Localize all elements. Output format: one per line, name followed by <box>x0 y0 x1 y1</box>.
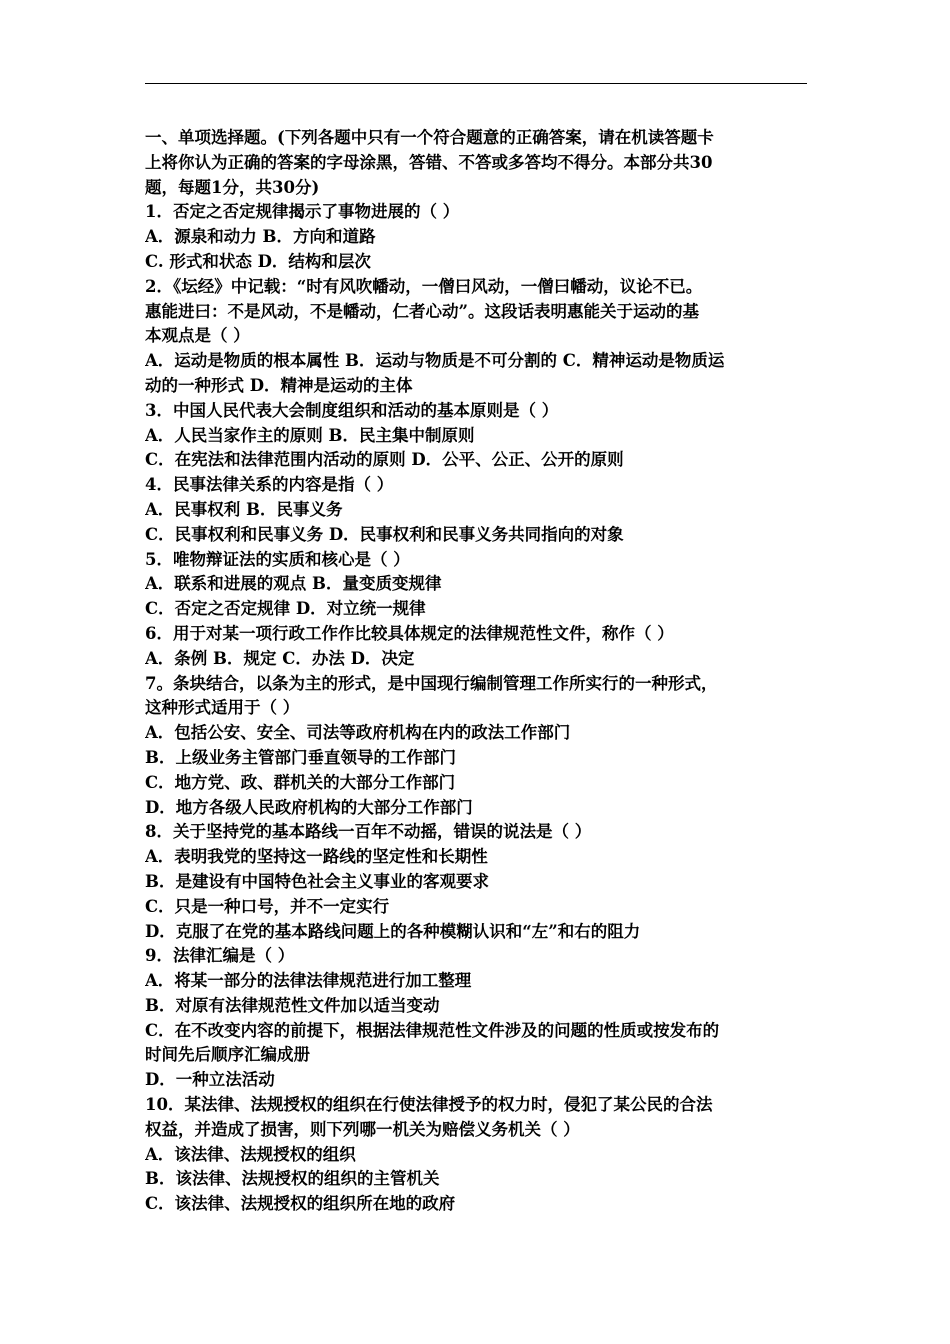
text-line: 权益，并造成了损害，则下列哪一机关为赔偿义务机关（ ） <box>145 1119 580 1139</box>
text-line: A．包括公安、安全、司法等政府机构在内的政法工作部门 <box>145 723 571 743</box>
text-line: 惠能进曰：不是风动，不是幡动，仁者心动”。这段话表明惠能关于运动的基 <box>145 301 699 321</box>
text-line: 动的一种形式 D．精神是运动的主体 <box>145 375 413 395</box>
text-line: 7。条块结合，以条为主的形式，是中国现行编制管理工作所实行的一种形式， <box>145 673 718 693</box>
text-line: C．只是一种口号，并不一定实行 <box>145 896 390 916</box>
text-line: C．否定之否定规律 D．对立统一规律 <box>145 599 426 619</box>
text-line: B．上级业务主管部门垂直领导的工作部门 <box>145 747 456 767</box>
text-line: A．将某一部分的法律法律规范进行加工整理 <box>145 971 472 991</box>
text-line: B．是建设有中国特色社会主义事业的客观要求 <box>145 871 489 891</box>
text-line: A．运动是物质的根本属性 B．运动与物质是不可分割的 C．精神运动是物质运 <box>145 351 725 371</box>
text-line: 本观点是（ ） <box>145 326 250 346</box>
text-line: C．在不改变内容的前提下，根据法律规范性文件涉及的问题的性质或按发布的 <box>145 1020 720 1040</box>
text-line: A．表明我党的坚持这一路线的坚定性和长期性 <box>145 847 488 867</box>
text-line: D．地方各级人民政府机构的大部分工作部门 <box>145 797 473 817</box>
text-line: 题，每题1分，共30分) <box>145 177 320 197</box>
text-line: C. 形式和状态 D．结构和层次 <box>145 251 371 271</box>
text-line: 6．用于对某一项行政工作作比较具体规定的法律规范性文件，称作（ ） <box>145 623 674 643</box>
text-line: 2．《坛经》中记载：“时有风吹幡动，一僧曰风动，一僧曰幡动，议论不已。 <box>145 276 703 296</box>
text-line: B．对原有法律规范性文件加以适当变动 <box>145 995 440 1015</box>
text-line: A．条例 B．规定 C．办法 D．决定 <box>145 648 415 668</box>
text-line: 时间先后顺序汇编成册 <box>145 1045 310 1065</box>
text-line: 3．中国人民代表大会制度组织和活动的基本原则是（ ） <box>145 400 559 420</box>
text-line: A．人民当家作主的原则 B．民主集中制原则 <box>145 425 475 445</box>
text-line: 1．否定之否定规律揭示了事物进展的（ ） <box>145 202 460 222</box>
text-line: C．民事权利和民事义务 D．民事权利和民事义务共同指向的对象 <box>145 524 624 544</box>
text-line: 上将你认为正确的答案的字母涂黑，答错、不答或多答均不得分。本部分共30 <box>145 152 713 172</box>
text-line: C．该法律、法规授权的组织所在地的政府 <box>145 1194 456 1214</box>
text-line: B．该法律、法规授权的组织的主管机关 <box>145 1169 440 1189</box>
text-line: 9．法律汇编是（ ） <box>145 946 295 966</box>
text-line: 4．民事法律关系的内容是指（ ） <box>145 475 394 495</box>
header-rule <box>145 83 807 84</box>
text-line: A．联系和进展的观点 B．量变质变规律 <box>145 574 442 594</box>
exam-text <box>145 126 807 1217</box>
text-line: 5．唯物辩证法的实质和核心是（ ） <box>145 549 410 569</box>
text-line: D．一种立法活动 <box>145 1070 275 1090</box>
text-line: 8．关于坚持党的基本路线一百年不动摇，错误的说法是（ ） <box>145 822 592 842</box>
text-line: 这种形式适用于（ ） <box>145 698 300 718</box>
text-line: C．地方党、政、群机关的大部分工作部门 <box>145 772 456 792</box>
text-line: 10．某法律、法规授权的组织在行使法律授予的权力时，侵犯了某公民的合法 <box>145 1095 713 1115</box>
text-line: C．在宪法和法律范围内活动的原则 D．公平、公正、公开的原则 <box>145 450 624 470</box>
text-line: A．民事权利 B．民事义务 <box>145 499 343 519</box>
text-line: 一、单项选择题。(下列各题中只有一个符合题意的正确答案，请在机读答题卡 <box>145 128 714 147</box>
text-line: D．克服了在党的基本路线问题上的各种模糊认识和“左”和右的阻力 <box>145 921 641 941</box>
text-line: A．该法律、法规授权的组织 <box>145 1144 356 1164</box>
text-line: A．源泉和动力 B．方向和道路 <box>145 227 376 247</box>
